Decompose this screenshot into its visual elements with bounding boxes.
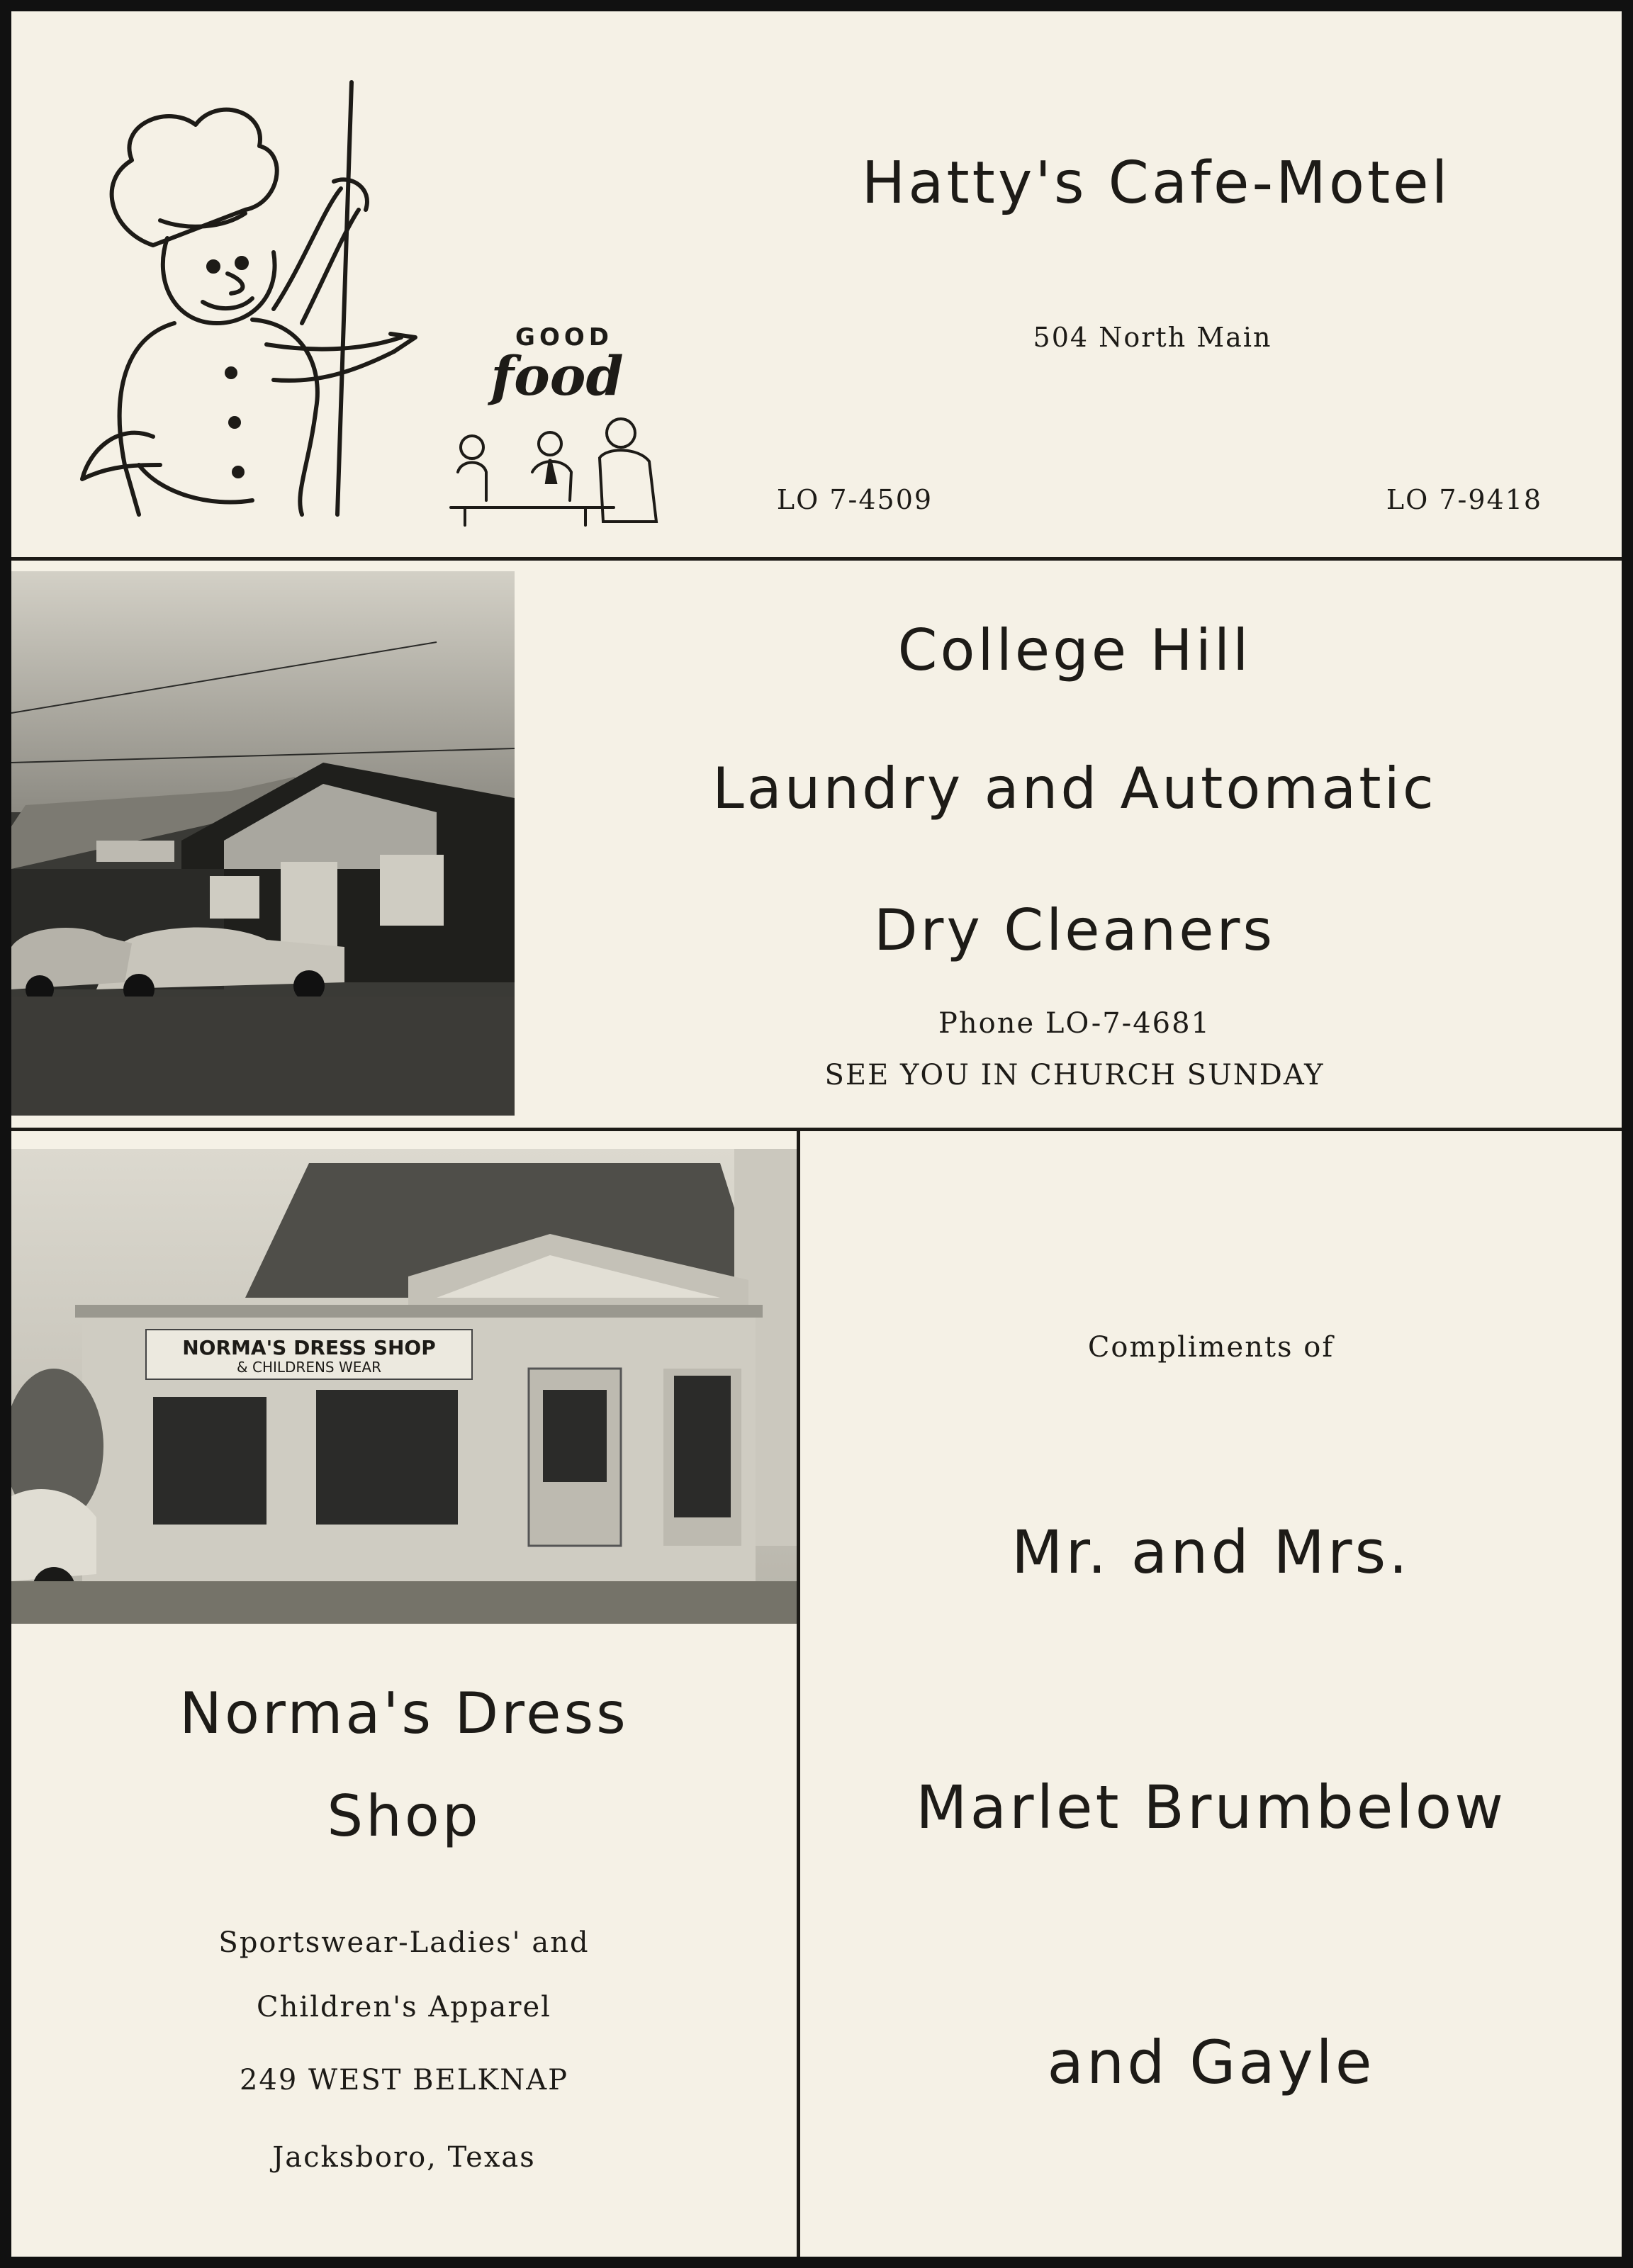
dress-shop-building-illustration [11, 1149, 797, 1624]
diners-illustration [444, 415, 678, 529]
brumbelow-line1: Mr. and Mrs. [1011, 1517, 1410, 1587]
normas-name-line2: Shop [327, 1783, 481, 1849]
logo-food-text: food [490, 344, 624, 408]
laundry-building-illustration [11, 571, 515, 1116]
college-hill-line3: Dry Cleaners [873, 897, 1276, 963]
hattys-phone-left: LO 7-4509 [776, 484, 933, 515]
normas-name-line1: Norma's Dress [179, 1680, 629, 1746]
hattys-address: 504 North Main [1033, 322, 1272, 353]
college-hill-phone: Phone LO-7-4681 [938, 1007, 1211, 1040]
divider-1 [11, 557, 1622, 561]
dress-shop-photo [11, 1149, 797, 1624]
ad-page [11, 11, 1622, 2257]
chef-illustration [68, 68, 422, 529]
normas-address: 249 WEST BELKNAP [239, 2064, 568, 2096]
normas-desc-line1: Sportswear-Ladies' and [218, 1926, 590, 1959]
divider-2 [11, 1128, 1622, 1131]
logo-good-text: GOOD [515, 323, 613, 352]
normas-city: Jacksboro, Texas [272, 2141, 536, 2174]
brumbelow-line2: Marlet Brumbelow [916, 1773, 1506, 1842]
brumbelow-line3: and Gayle [1047, 2028, 1375, 2097]
photo-sign-line1: NORMA'S DRESS SHOP [182, 1336, 436, 1359]
hattys-name: Hatty's Cafe-Motel [861, 150, 1451, 217]
normas-desc-line2: Children's Apparel [257, 1991, 551, 2023]
laundry-photo [11, 571, 515, 1116]
college-hill-line1: College Hill [897, 617, 1252, 683]
college-hill-slogan: SEE YOU IN CHURCH SUNDAY [824, 1059, 1325, 1091]
hattys-phone-right: LO 7-9418 [1386, 484, 1543, 515]
good-food-logo [444, 323, 678, 529]
college-hill-line2: Laundry and Automatic [712, 756, 1437, 821]
photo-sign-line2: & CHILDRENS WEAR [237, 1359, 381, 1376]
brumbelow-compliments: Compliments of [1087, 1331, 1335, 1364]
